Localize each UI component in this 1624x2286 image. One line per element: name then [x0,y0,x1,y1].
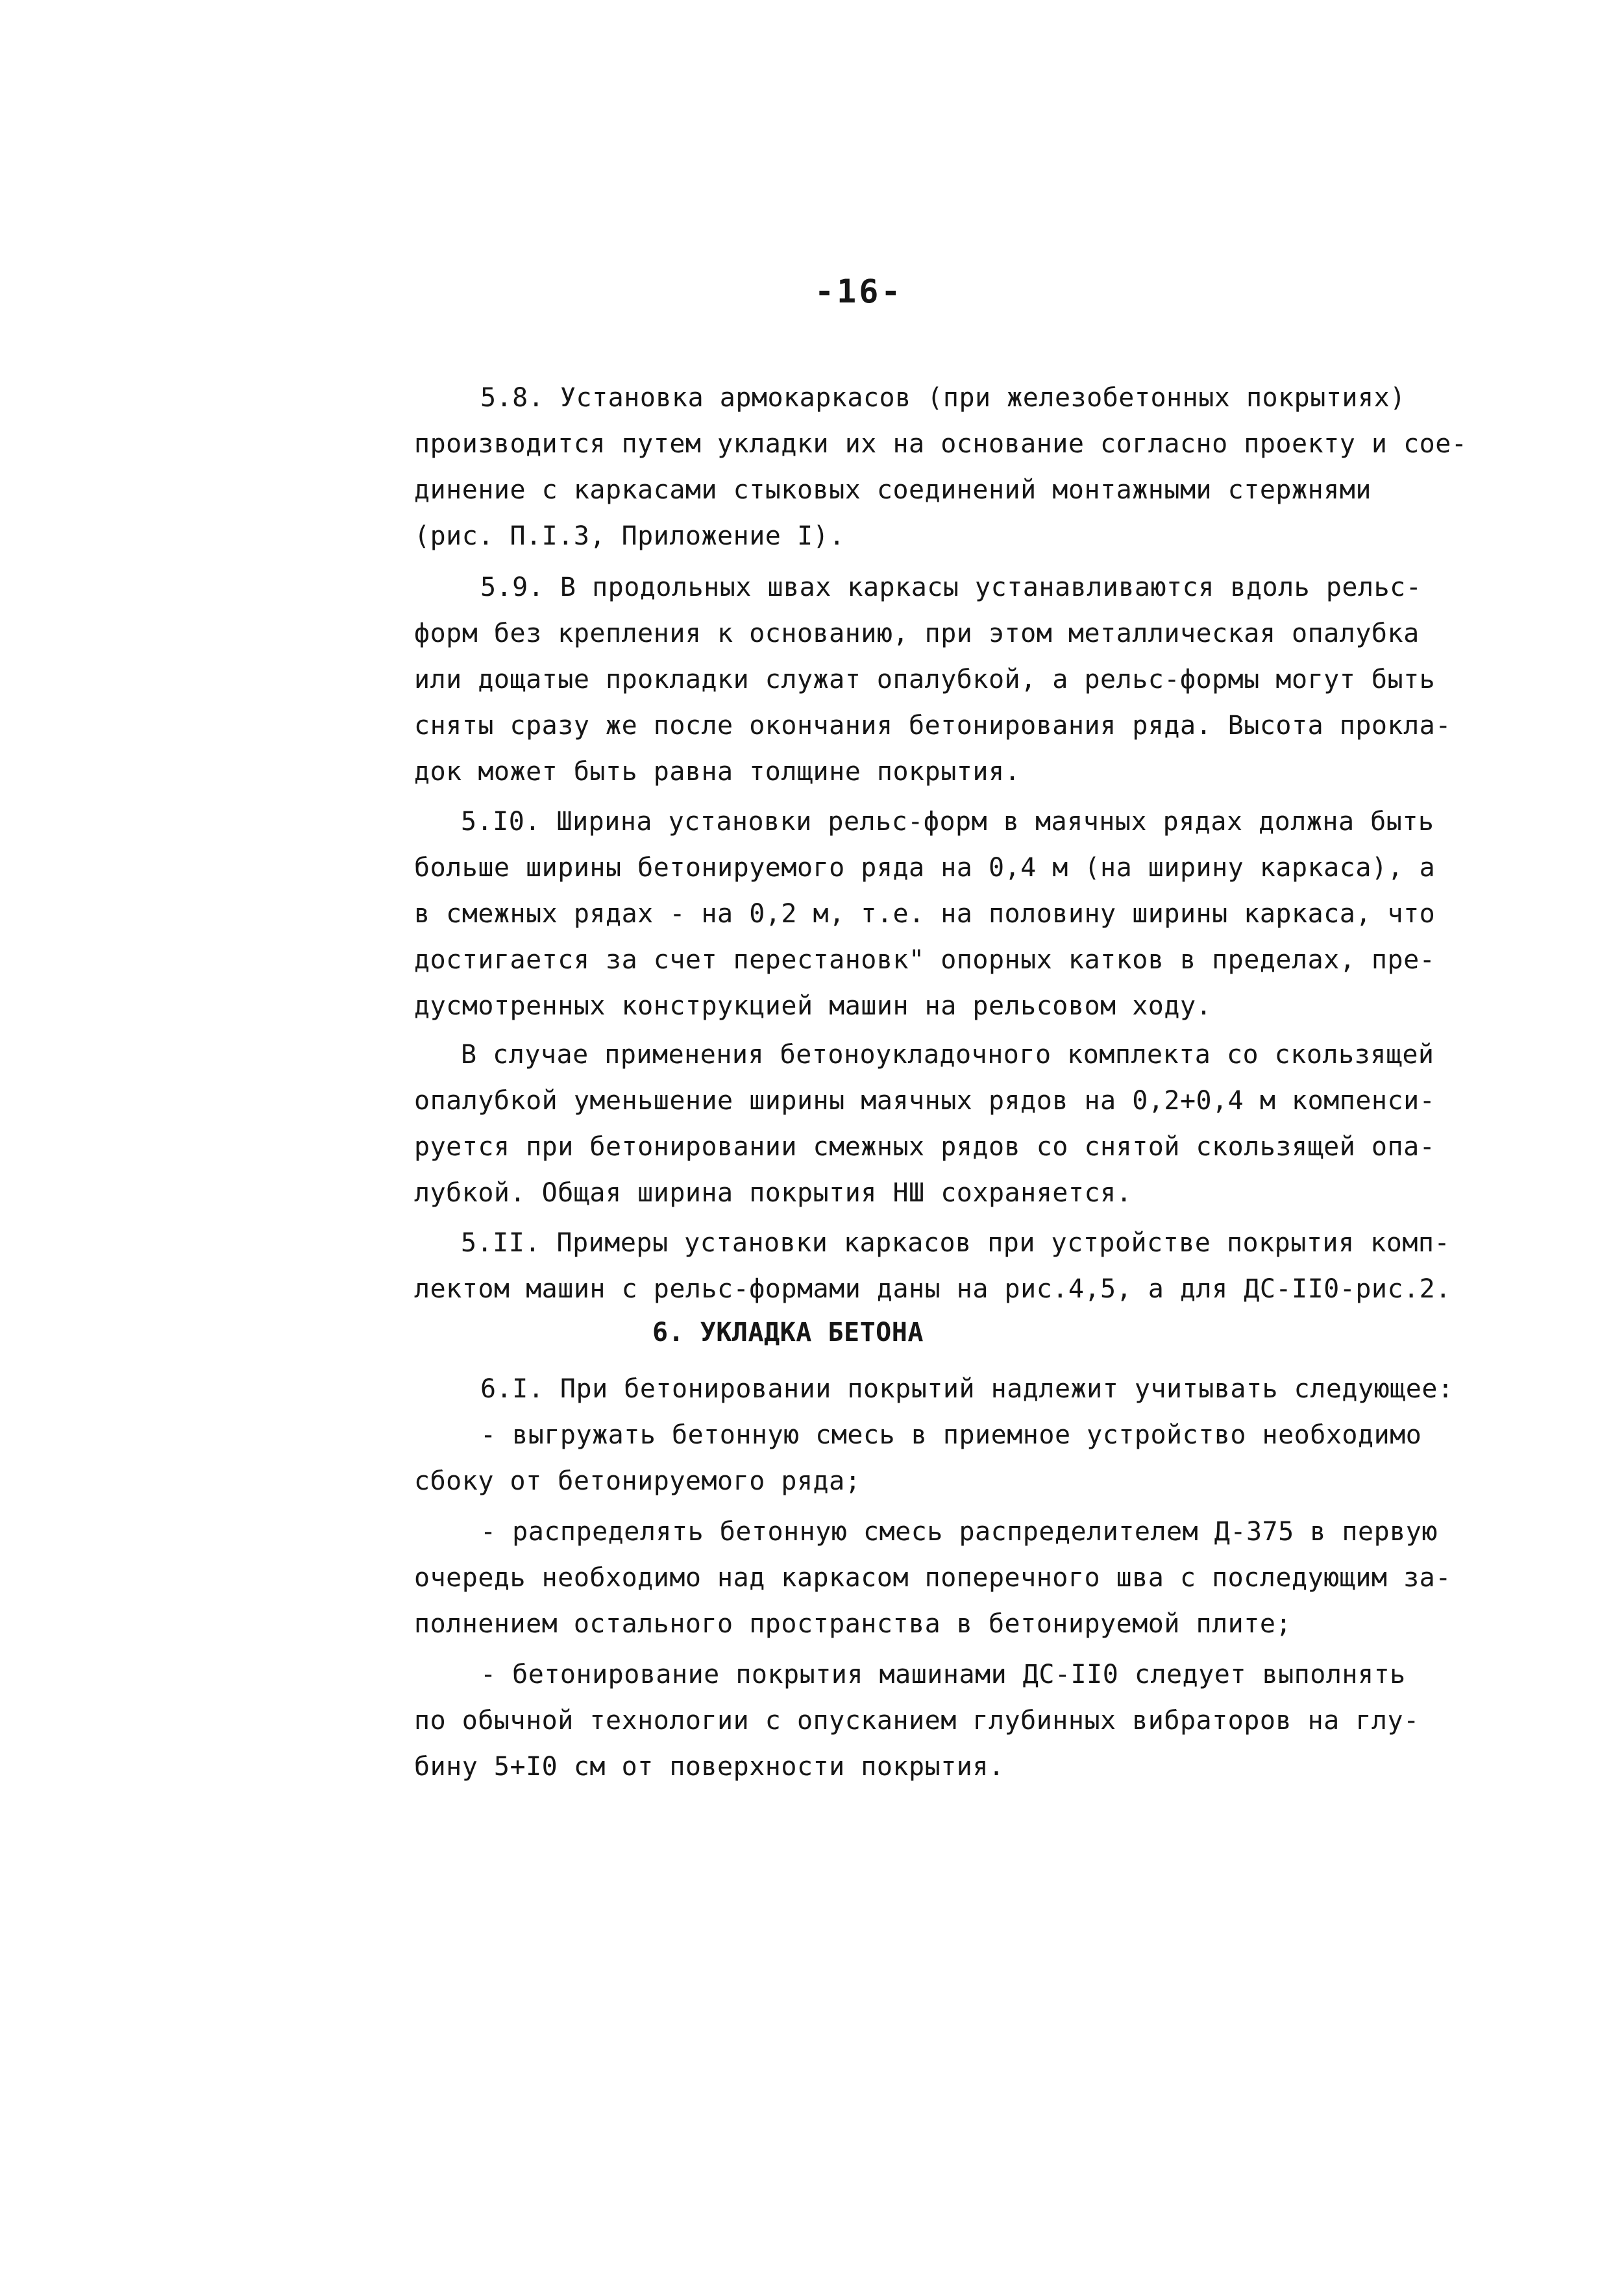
p59-line-2: форм без крепления к основанию, при этом металлическая опалубка [414,619,1420,648]
p58-line-1: 5.8. Установка армокаркасов (при железобетонных покрытиях) [480,383,1406,413]
section-6-heading: 6. УКЛАДКА БЕТОНА [652,1318,924,1347]
p58-line-3: динение с каркасами стыковых соединений монтажными стержнями [414,475,1372,505]
p59-line-4: сняты сразу же после окончания бетонирования ряда. Высота прокла- [414,711,1451,741]
p511-line-2: лектом машин с рельс-формами даны на рис.4,5, а для ДС-II0-рис.2. [414,1274,1451,1304]
p510-line-1: 5.I0. Ширина установки рельс-форм в маячных рядах должна быть [461,807,1434,837]
p61c-line-1: - бетонирование покрытия машинами ДС-II0 следует выполнять [480,1660,1406,1690]
p510-line-3: в смежных рядах - на 0,2 м, т.е. на половину ширины каркаса, что [414,899,1436,929]
p510b-line-2: опалубкой уменьшение ширины маячных рядов на 0,2+0,4 м компенси- [414,1086,1436,1116]
page-number: -16- [815,273,904,310]
p59-line-3: или дощатые прокладки служат опалубкой, а рельс-формы могут быть [414,665,1436,694]
p61c-line-3: бину 5+I0 см от поверхности покрытия. [414,1752,1005,1782]
p510b-line-3: руется при бетонировании смежных рядов со снятой скользящей опа- [414,1132,1436,1162]
p58-line-2: производится путем укладки их на основание согласно проекту и сое- [414,429,1468,459]
p59-line-1: 5.9. В продольных швах каркасы устанавливаются вдоль рельс- [480,572,1422,602]
p59-line-5: док может быть равна толщине покрытия. [414,757,1021,787]
p61b-line-1: - распределять бетонную смесь распределителем Д-375 в первую [480,1517,1438,1547]
p511-line-1: 5.II. Примеры установки каркасов при устройстве покрытия комп- [461,1228,1451,1258]
p510-line-5: дусмотренных конструкцией машин на рельсовом ходу. [414,991,1212,1021]
p510-line-4: достигается за счет перестановк" опорных катков в пределах, пре- [414,945,1436,975]
p61b-line-2: очередь необходимо над каркасом поперечного шва с последующим за- [414,1563,1451,1593]
p510b-line-4: лубкой. Общая ширина покрытия НШ сохраняется. [414,1178,1133,1208]
p61-line-3: сбоку от бетонируемого ряда; [414,1466,861,1496]
p510b-line-1: В случае применения бетоноукладочного комплекта со скользящей [461,1040,1434,1070]
p510-line-2: больше ширины бетонируемого ряда на 0,4 м (на ширину каркаса), а [414,853,1436,883]
p61-line-1: 6.I. При бетонировании покрытий надлежит учитывать следующее: [480,1374,1454,1404]
p61c-line-2: по обычной технологии с опусканием глубинных вибраторов на глу- [414,1706,1420,1736]
p61b-line-3: полнением остального пространства в бетонируемой плите; [414,1609,1292,1639]
p61-line-2: - выгружать бетонную смесь в приемное устройство необходимо [480,1420,1422,1450]
p58-line-4: (рис. П.I.3, Приложение I). [414,521,845,551]
